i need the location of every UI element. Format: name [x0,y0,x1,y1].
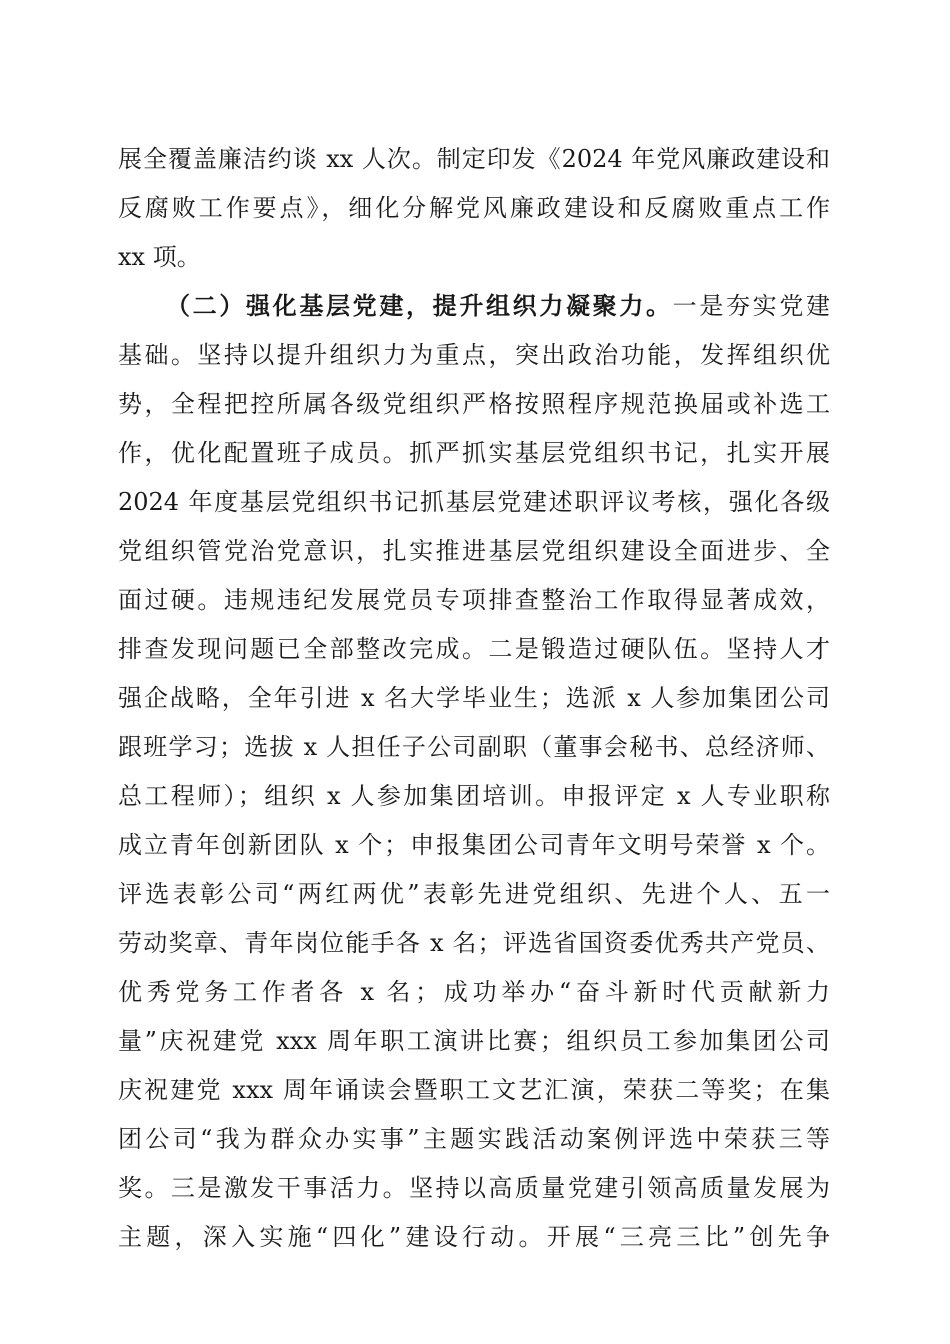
paragraph-1-line-3: xx 项。 [118,243,201,271]
paragraph-2-line-10: 跟班学习；选拔 x 人担任子公司副职（董事会秘书、总经济师、 [118,733,830,761]
section-heading: （二）强化基层党建，提升组织力凝聚力。 [166,291,673,320]
paragraph-2-line-7: 面过硬。违规违纪发展党员专项排查整治工作取得显著成效， [118,586,830,614]
paragraph-2-line-2: 基础。坚持以提升组织力为重点，突出政治功能，发挥组织优 [118,341,830,369]
paragraph-2-line-6: 党组织管党治党意识，扎实推进基层党组织建设全面进步、全 [118,537,830,565]
paragraph-2-line-11: 总工程师）；组织 x 人参加集团培训。申报评定 x 人专业职称 [118,782,830,810]
paragraph-2-line-3: 势，全程把控所属各级党组织严格按照程序规范换届或补选工 [118,390,830,418]
paragraph-1-line-2: 反腐败工作要点》，细化分解党风廉政建设和反腐败重点工作 [118,194,830,222]
paragraph-2-line-18: 团公司“我为群众办实事”主题实践活动案例评选中荣获三等 [118,1125,830,1153]
paragraph-2-line-8: 排查发现问题已全部整改完成。二是锻造过硬队伍。坚持人才 [118,635,830,663]
paragraph-1-line-1: 展全覆盖廉洁约谈 xx 人次。制定印发《2024 年党风廉政建设和 [118,145,830,173]
paragraph-2-line-17: 庆祝建党 xxx 周年诵读会暨职工文艺汇演，荣获二等奖；在集 [118,1076,830,1104]
paragraph-2-line-16: 量”庆祝建党 xxx 周年职工演讲比赛；组织员工参加集团公司 [118,1027,830,1055]
paragraph-2-line-1 [166,286,830,326]
paragraph-2-line-5: 2024 年度基层党组织书记抓基层党建述职评议考核，强化各级 [118,488,830,516]
paragraph-2-line-4: 作，优化配置班子成员。抓严抓实基层党组织书记，扎实开展 [118,439,830,467]
paragraph-2-line-19: 奖。三是激发干事活力。坚持以高质量党建引领高质量发展为 [118,1174,830,1202]
paragraph-2-line-12: 成立青年创新团队 x 个；申报集团公司青年文明号荣誉 x 个。 [118,831,830,859]
paragraph-2-line-9: 强企战略，全年引进 x 名大学毕业生；选派 x 人参加集团公司 [118,684,830,712]
paragraph-2-line-20: 主题，深入实施“四化”建设行动。开展“三亮三比”创先争 [118,1223,830,1251]
paragraph-2-line-1-rest: 一是夯实党建 [672,292,831,320]
paragraph-2-line-14: 劳动奖章、青年岗位能手各 x 名；评选省国资委优秀共产党员、 [118,929,830,957]
paragraph-2-line-13: 评选表彰公司“两红两优”表彰先进党组织、先进个人、五一 [118,880,830,908]
paragraph-2-line-15: 优秀党务工作者各 x 名；成功举办“奋斗新时代贡献新力 [118,978,830,1006]
